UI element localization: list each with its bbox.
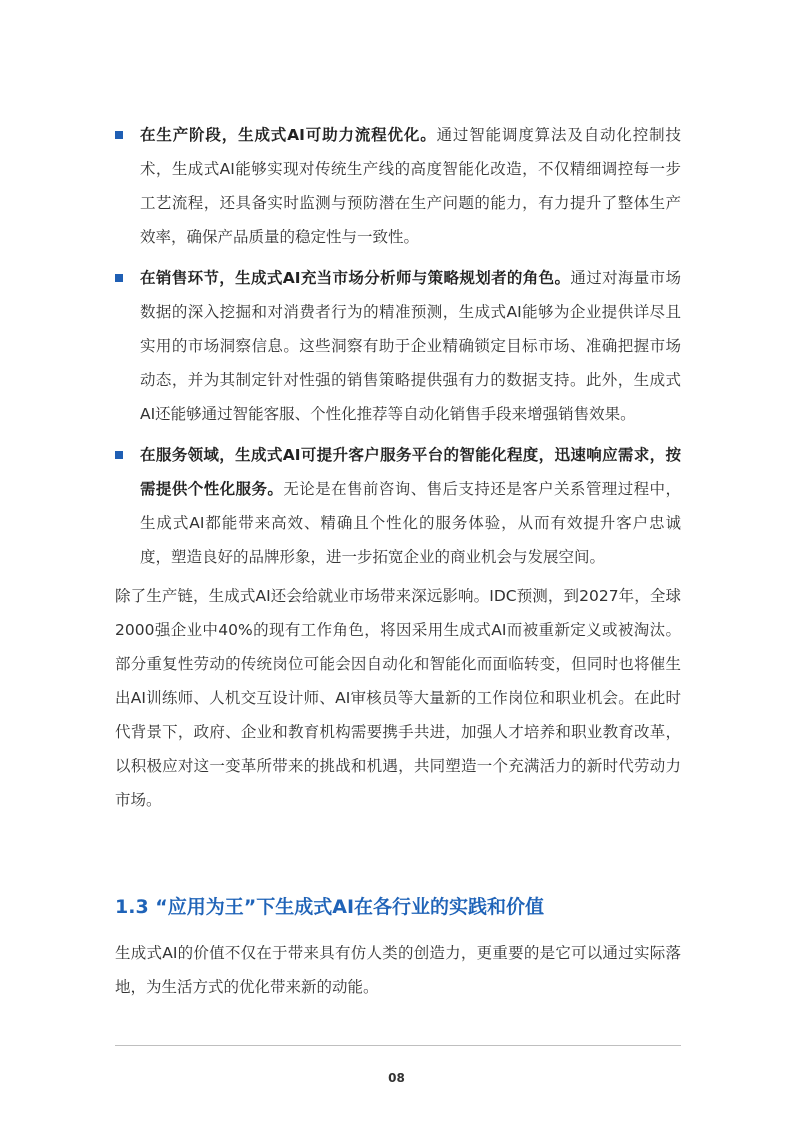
square-bullet-icon (115, 131, 123, 139)
square-bullet-icon (115, 451, 123, 459)
bullet-body: 无论是在售前咨询、售后支持还是客户关系管理过程中，生成式AI都能带来高效、精确且个性化的服务体验，从而有效提升客户忠诚度，塑造良好的品牌形象，进一步拓宽企业的商业机会与发展空间。 (140, 480, 681, 566)
section-heading: 1.3 “应用为王”下生成式AI在各行业的实践和价值 (115, 896, 545, 918)
bullet-production (115, 118, 681, 254)
bullet-lead: 在服务领域，生成式AI可提升客户服务平台的智能化程度，迅速响应需求，按需提供个性化服务。 (140, 446, 681, 498)
bullet-sales (115, 261, 681, 431)
section-intro: 生成式AI的价值不仅在于带来具有仿人类的创造力，更重要的是它可以通过实际落地，为生活方式的优化带来新的动能。 (115, 944, 681, 996)
bullet-service (115, 438, 681, 574)
main-content (115, 118, 681, 833)
bullet-body: 通过对海量市场数据的深入挖掘和对消费者行为的精准预测，生成式AI能够为企业提供详尽且实用的市场洞察信息。这些洞察有助于企业精确锁定目标市场、准确把握市场动态，并为其制定针对性强的销售策略提供强有力的数据支持。此外，生成式AI还能够通过智能客服、个性化推荐等自动化销售手段来增强销售效果。 (140, 269, 681, 423)
footer-divider (115, 1045, 681, 1046)
employment-paragraph: 除了生产链，生成式AI还会给就业市场带来深远影响。IDC预测，到2027年，全球2000强企业中40%的现有工作角色，将因采用生成式AI而被重新定义或被淘汰。部分重复性劳动的传统岗位可能会因自动化和智能化而面临转变，但同时也将催生出AI训练师、人机交互设计师、AI审核员等大量新的工作岗位和职业机会。在此时代背景下，政府、企业和教育机构需要携手共进，加强人才培养和职业教育改革，以积极应对这一变革所带来的挑战和机遇，共同塑造一个充满活力的新时代劳动力市场。 (115, 587, 681, 809)
square-bullet-icon (115, 274, 123, 282)
bullet-lead: 在销售环节，生成式AI充当市场分析师与策略规划者的角色。 (140, 269, 571, 287)
page-number: 08 (388, 1071, 405, 1085)
bullet-body: 通过智能调度算法及自动化控制技术，生成式AI能够实现对传统生产线的高度智能化改造，不仅精细调控每一步工艺流程，还具备实时监测与预防潜在生产问题的能力，有力提升了整体生产效率，确保产品质量的稳定性与一致性。 (140, 126, 681, 246)
bullet-lead: 在生产阶段，生成式AI可助力流程优化。 (140, 126, 437, 144)
